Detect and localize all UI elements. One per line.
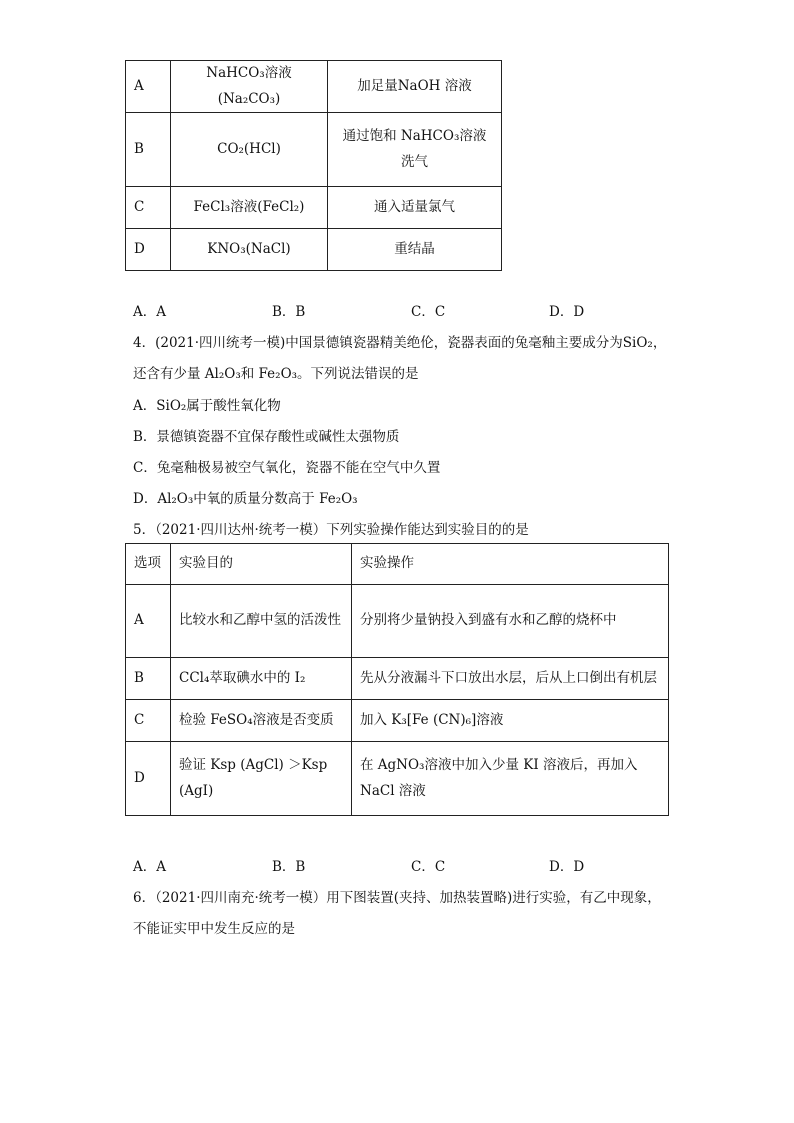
row-label: D bbox=[126, 742, 171, 816]
table-row bbox=[126, 658, 669, 700]
option-c[interactable]: C．C bbox=[411, 304, 446, 320]
q6-stem-line2: 不能证实甲中发生反应的是 bbox=[133, 921, 295, 937]
table-row bbox=[126, 113, 502, 187]
table-row bbox=[126, 585, 669, 658]
method-cell: 通过饱和 NaHCO₃溶液洗气 bbox=[328, 113, 502, 187]
row-label: A bbox=[126, 61, 171, 113]
row-label: D bbox=[126, 229, 171, 271]
option-d[interactable]: D．D bbox=[549, 859, 585, 875]
q4-option-c[interactable]: C．兔毫釉极易被空气氧化，瓷器不能在空气中久置 bbox=[133, 460, 441, 476]
experiment-table bbox=[125, 543, 669, 816]
method-cell: 加足量NaOH 溶液 bbox=[328, 61, 502, 113]
purpose-cell: 比较水和乙醇中氢的活泼性 bbox=[171, 585, 352, 658]
purpose-cell: CCl₄萃取碘水中的 I₂ bbox=[171, 658, 352, 700]
row-label: B bbox=[126, 658, 171, 700]
q4-option-b[interactable]: B．景德镇瓷器不宜保存酸性或碱性太强物质 bbox=[133, 429, 400, 445]
option-d[interactable]: D．D bbox=[549, 304, 585, 320]
q5-options bbox=[133, 855, 653, 875]
option-b[interactable]: B．B bbox=[272, 859, 306, 875]
row-label: B bbox=[126, 113, 171, 187]
table-row bbox=[126, 700, 669, 742]
separation-table bbox=[125, 60, 502, 271]
table-row bbox=[126, 742, 669, 816]
option-a[interactable]: A．A bbox=[133, 304, 166, 320]
row-label: A bbox=[126, 585, 171, 658]
table-row bbox=[126, 61, 502, 113]
header-option: 选项 bbox=[126, 544, 171, 585]
option-c[interactable]: C．C bbox=[411, 859, 446, 875]
q4-stem-line1: 4．(2021·四川统考一模)中国景德镇瓷器精美绝伦，瓷器表面的兔毫釉主要成分为SiO₂， bbox=[133, 335, 667, 351]
q5-stem: 5．（2021·四川达州·统考一模）下列实验操作能达到实验目的的是 bbox=[133, 522, 529, 538]
substance-cell: KNO₃(NaCl) bbox=[171, 229, 328, 271]
substance-cell: CO₂(HCl) bbox=[171, 113, 328, 187]
option-a[interactable]: A．A bbox=[133, 859, 166, 875]
table-row bbox=[126, 187, 502, 229]
q3-options bbox=[133, 300, 653, 320]
operation-cell: 加入 K₃[Fe (CN)₆]溶液 bbox=[352, 700, 669, 742]
q4-stem-line2: 还含有少量 Al₂O₃和 Fe₂O₃。下列说法错误的是 bbox=[133, 366, 419, 382]
purpose-cell: 检验 FeSO₄溶液是否变质 bbox=[171, 700, 352, 742]
q4-option-d[interactable]: D．Al₂O₃中氧的质量分数高于 Fe₂O₃ bbox=[133, 491, 358, 507]
row-label: C bbox=[126, 700, 171, 742]
operation-cell: 在 AgNO₃溶液中加入少量 KI 溶液后，再加入 NaCl 溶液 bbox=[352, 742, 669, 816]
option-b[interactable]: B．B bbox=[272, 304, 306, 320]
row-label: C bbox=[126, 187, 171, 229]
method-cell: 通入适量氯气 bbox=[328, 187, 502, 229]
operation-cell: 分别将少量钠投入到盛有水和乙醇的烧杯中 bbox=[352, 585, 669, 658]
method-cell: 重结晶 bbox=[328, 229, 502, 271]
q4-option-a[interactable]: A．SiO₂属于酸性氧化物 bbox=[133, 398, 281, 414]
header-operation: 实验操作 bbox=[352, 544, 669, 585]
substance-cell: NaHCO₃溶液(Na₂CO₃) bbox=[171, 61, 328, 113]
table-row bbox=[126, 229, 502, 271]
table-header-row bbox=[126, 544, 669, 585]
header-purpose: 实验目的 bbox=[171, 544, 352, 585]
substance-cell: FeCl₃溶液(FeCl₂) bbox=[171, 187, 328, 229]
q6-stem-line1: 6．（2021·四川南充·统考一模）用下图装置(夹持、加热装置略)进行实验，有乙中现象， bbox=[133, 890, 661, 906]
operation-cell: 先从分液漏斗下口放出水层，后从上口倒出有机层 bbox=[352, 658, 669, 700]
purpose-cell: 验证 Ksp (AgCl) ＞Ksp (AgI) bbox=[171, 742, 352, 816]
